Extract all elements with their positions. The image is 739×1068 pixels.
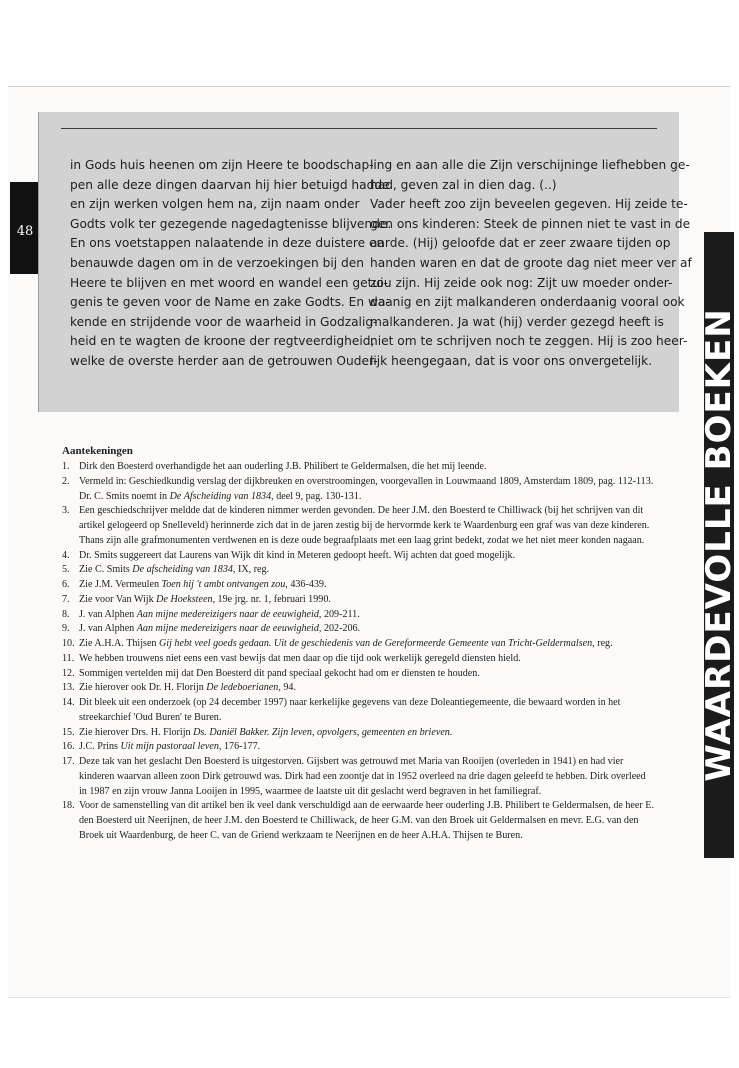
side-title-band — [699, 232, 739, 858]
note-text: Zie A.H.A. Thijsen — [79, 638, 159, 649]
note-text: Dirk den Boesterd overhandigde het aan ouderling J.B. Philibert te Geldermalsen, die het mij leende. — [79, 461, 487, 472]
note-item — [62, 578, 656, 593]
quote-line: lijk heengegaan, dat is voor ons onvergetelijk. — [370, 353, 653, 368]
note-text-tail: , 19e jrg. nr. 1, februari 1990. — [212, 593, 331, 605]
note-text-tail: , reg. — [592, 638, 613, 649]
note-item — [62, 696, 656, 726]
note-number: 6. — [62, 579, 70, 590]
quote-line: kende en strijdende voor de waarheid in Godzalig- — [70, 314, 378, 329]
quote-line: zou zijn. Hij zeide ook nog: Zijt uw moeder onder- — [370, 275, 673, 290]
note-title: De Hoeksteen — [156, 593, 213, 605]
page-number: 48 — [16, 224, 34, 239]
note-text: Deze tak van het geslacht Den Boesterd is uitgestorven. Gijsbert was getrouwd met Maria van Rooijen (overleden in 1941) en had vier kinderen waarvan alleen zoon Dirk getrouwd was. Dirk had een zoontje dat in 1952 overleed na drie dagen geleefd te hebben. Dirk overleed in 1987 en zijn vrouw Janna Looijen in 1995, waarmee de laatste uit dit geslacht werd begraven in het familiegraf. — [79, 756, 646, 797]
note-text: Een geschiedschrijver meldde dat de kinderen nimmer werden gevonden. De heer J.M. den Boesterd te Chilliwack (bij het schrijven van dit artikel gelogeerd op Snelleveld) herinnerde zich dat in de jaren zestig bij de hervormde kerk te Waardenburg een graf was van deze kinderen. Thans zijn alle grafmonumenten verdwenen en is deze oude begraafplaats met een laag grint bedekt, zodat we het niet meer konden nagaan. — [79, 505, 650, 546]
quote-line: En ons voetstappen nalaatende in deze duistere en — [70, 236, 385, 251]
note-text: J. van Alphen — [79, 608, 137, 620]
note-item — [62, 563, 656, 578]
quote-line: Godts volk ter gezegende nagedagtenisse blijvende. — [70, 216, 392, 231]
note-item — [62, 799, 656, 843]
note-text-tail: , deel 9, pag. 130-131. — [271, 490, 362, 502]
note-title: Ds. Daniël Bakker. Zijn leven, opvolgers, gemeenten en brieven. — [193, 726, 453, 738]
quote-line: genis te geven voor de Name en zake Godts. En wa- — [70, 295, 390, 310]
note-number: 7. — [62, 593, 70, 605]
quote-line: daanig en zijt malkanderen onderdaanig vooral ook — [370, 295, 685, 310]
note-text-tail: , 436-439. — [285, 579, 327, 590]
note-item — [62, 681, 656, 696]
note-item — [62, 755, 656, 799]
quote-right-column — [370, 156, 692, 372]
note-title: Gij hebt veel goeds gedaan. Uit de geschiedenis van de Gereformeerde Gemeente van Tricht-Geldermalsen — [159, 638, 593, 649]
note-item — [62, 726, 656, 741]
note-item — [62, 608, 656, 623]
quote-line: ling en aan alle die Zijn verschijninge liefhebben ge- — [370, 158, 690, 172]
note-text: Dr. Smits suggereert dat Laurens van Wijk dit kind in Meteren gedoopt heeft. Wij achten dat goed mogelijk. — [79, 549, 516, 561]
note-text: We hebben trouwens niet eens een vast bewijs dat men daar op die tijd ook werkelijk geregeld diensten hield. — [79, 652, 521, 664]
quote-line: Heere te blijven en met woord en wandel een getui- — [70, 275, 388, 290]
note-number: 9. — [62, 623, 70, 635]
note-text-tail: , 209-211. — [318, 608, 360, 620]
quote-line: benauwde dagen om in de verzoekingen bij den — [70, 255, 364, 270]
quote-box — [38, 112, 692, 412]
note-number: 15. — [62, 726, 75, 738]
note-text: J.C. Prins — [79, 741, 121, 753]
note-item — [62, 593, 656, 608]
quote-line: had, geven zal in dien dag. (..) — [370, 177, 557, 192]
note-text-tail: , 94. — [278, 682, 296, 694]
note-item — [62, 667, 656, 682]
note-text: Zie hierover ook Dr. H. Florijn — [79, 682, 207, 694]
note-text: Sommigen vertelden mij dat Den Boesterd dit pand speciaal gekocht had om er diensten te houden. — [79, 667, 480, 679]
note-item — [62, 460, 656, 475]
note-number: 3. — [62, 505, 70, 517]
quote-line: malkanderen. Ja wat (hij) verder gezegd heeft is — [370, 314, 664, 329]
note-number: 8. — [62, 608, 70, 620]
page-number-tab — [10, 182, 40, 274]
notes-heading: Aantekeningen — [62, 445, 133, 457]
note-item — [62, 475, 656, 505]
quote-line: niet om te schrijven noch te zeggen. Hij is zoo heer- — [370, 334, 688, 349]
notes-list — [62, 460, 656, 844]
note-item — [62, 622, 656, 637]
note-number: 1. — [62, 461, 70, 472]
note-title: De ledeboerianen — [206, 682, 279, 694]
quote-top-rule — [61, 128, 657, 129]
note-text: Zie voor Van Wijk — [79, 593, 157, 605]
note-item — [62, 740, 656, 755]
quote-line: pen alle deze dingen daarvan hij hier betuigd hadde — [70, 177, 390, 192]
note-item — [62, 504, 656, 548]
note-number: 14. — [62, 697, 75, 708]
quote-line: Vader heeft zoo zijn beveelen gegeven. Hij zeide te- — [370, 197, 688, 212]
quote-line: handen waren en dat de groote dag niet meer ver af — [370, 255, 692, 270]
note-title: De afscheiding van 1834 — [132, 564, 233, 576]
note-text: Zie C. Smits — [79, 564, 133, 576]
note-number: 10. — [62, 638, 75, 649]
quote-line: en zijn werken volgen hem na, zijn naam onder — [70, 197, 360, 212]
note-text: Zie J.M. Vermeulen — [79, 579, 162, 590]
note-text: Voor de samenstelling van dit artikel ben ik veel dank verschuldigd aan de eerwaarde heer ouderling J.B. Philibert te Geldermalsen, de heer E. den Boesterd uit Neerijnen, de heer J.M. den Boesterd te Chilliwack, de heer G.M. van den Broek uit Geldermalsen en mevr. E.G. van den Broek uit Waardenburg, de heer C. van de Griend werkzaam te Neerijnen en de heer A.H.A. Thijsen te Buren. — [79, 800, 654, 841]
quote-line: aarde. (Hij) geloofde dat er zeer zwaare tijden op — [370, 236, 671, 251]
note-item — [62, 549, 656, 564]
side-title: WAARDEVOLLE BOEKEN — [699, 308, 739, 782]
note-number: 2. — [62, 475, 70, 487]
note-number: 13. — [62, 682, 75, 694]
note-text-tail: , 176-177. — [218, 741, 261, 753]
quote-left-column — [70, 156, 392, 372]
note-number: 17. — [62, 756, 75, 767]
note-text: Vermeld in: Geschiedkundig verslag der dijkbreuken en overstroomingen, voorgevallen in Louwmaand 1809, Amsterdam 1809, pag. 112-113. Dr. C. Smits noemt in — [79, 475, 654, 502]
note-title: Uit mijn pastoraal leven — [120, 741, 219, 753]
note-title: Aan mijne medereizigers naar de eeuwigheid — [136, 623, 319, 635]
note-number: 11. — [62, 652, 75, 664]
note-number: 5. — [62, 564, 70, 576]
note-item — [62, 652, 656, 667]
quote-line: in Gods huis heenen om zijn Heere te boodschap- — [70, 158, 374, 172]
note-title: De Afscheiding van 1834 — [169, 490, 272, 502]
quote-line: welke de overste herder aan de getrouwen Ouder- — [70, 353, 378, 368]
note-text: Zie hierover Drs. H. Florijn — [79, 726, 194, 738]
note-number: 4. — [62, 549, 70, 561]
note-title: Aan mijne medereizigers naar de eeuwigheid — [136, 608, 319, 620]
note-number: 18. — [62, 800, 75, 812]
note-title: Toen hij 't ambt ontvangen zou — [161, 579, 286, 590]
note-text-tail: , 202-206. — [318, 623, 361, 635]
note-number: 16. — [62, 741, 75, 753]
note-number: 12. — [62, 667, 75, 679]
notes-section — [62, 444, 656, 844]
note-text: Dit bleek uit een onderzoek (op 24 december 1997) naar kerkelijke gegevens van deze Doleantiegemeente, die bewaard worden in het streekarchief 'Oud Buren' te Buren. — [79, 697, 621, 723]
quote-line: heid en te wagten de kroone der regtveerdigheid, — [70, 334, 375, 349]
note-item — [62, 637, 656, 652]
note-text-tail: , IX, reg. — [232, 564, 270, 576]
note-text: J. van Alphen — [79, 623, 137, 635]
quote-line: gen ons kinderen: Steek de pinnen niet te vast in de — [370, 216, 691, 231]
